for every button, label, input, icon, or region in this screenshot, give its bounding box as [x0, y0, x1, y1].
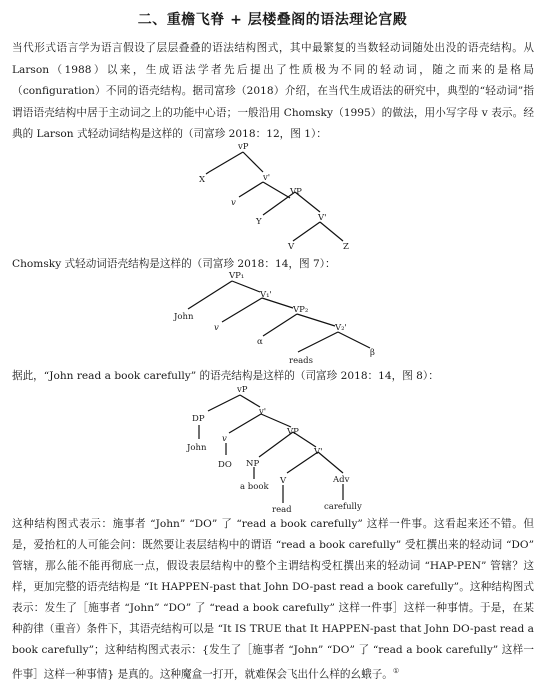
node-VP2: VP₂	[293, 305, 309, 315]
node-v: v	[222, 434, 227, 444]
node-read: read	[272, 505, 292, 513]
example-caption: 据此，“John read a book carefully” 的语壳结构是这样的（司富珍 2018：14，图 8）：	[12, 370, 439, 382]
node-V: V	[288, 242, 295, 252]
larson-tree-diagram	[0, 138, 545, 253]
branch	[232, 281, 260, 292]
section-title: 二、重檐飞脊 + 层楼叠阁的语法理论宫殿	[137, 12, 408, 28]
discussion-text: 这种结构图式表示：施事者 “John” “DO” 了 “read a book carefully” 这样一件事。这看起来还不错。但是，爱抬杠的人可能会问：既然要让表层结构中的谓语 “read a book carefully” 受杠撰出来的轻动词 “DO” 管辖，那么能不能再彻底一点，假设表层结构中的整个主谓结构受杠撰出来的轻动词 “HAP-PEN” 管辖？这样，更加完整的语壳结构是 “It HAPPEN-past that John DO-past read a book carefully”。这种结构图式表示：发生了［施事者 “John” “DO” 了 “read a book carefully” 这样一件事］这样一种事情。于是，在某种韵律（重音）条件下，其语壳结构可以是 “It IS TRUE that It HAPPEN-past that John DO-past read a book carefully”；这种结构图式表示：{发生了［施事者 “John” “DO” 了 “read a book carefully” 这样一件事］这样一种事情} 是真的。这种魔盒一打开，就难保会飞出什么样的幺蛾子。	[12, 518, 534, 681]
node-v: v	[214, 323, 219, 333]
branch	[222, 298, 262, 322]
branch	[208, 395, 240, 411]
node-Adv: Adv	[333, 475, 350, 485]
example-tree-diagram	[0, 383, 545, 513]
branch	[243, 152, 263, 172]
discussion-paragraph	[12, 514, 534, 686]
branch	[263, 182, 290, 198]
node-reads: reads	[289, 356, 313, 366]
node-vP: vP	[237, 385, 248, 395]
node-V-bar: V'	[318, 213, 327, 223]
intro-paragraph: 当代形式语言学为语言假设了层层叠叠的语法结构图式，其中最繁复的当数轻动词随处出没的语壳结构。从 Larson（1988）以来，生成语法学者先后提出了性质极为不同的轻动词，随之而来的是格局（configuration）不同的语壳结构。据司富珍（2018）介绍，在当代生成语法的研究中，典型的“轻动词”指谓语语壳结构中居于主动词之上的功能中心语；一般沿用 Chomsky（1995）的做法，用小写字母 v 表示。经典的 Larson 式轻动词结构是这样的（司富珍 2018：12，图 1）：	[12, 42, 534, 140]
node-John: John	[174, 312, 194, 322]
node-V-bar: V'	[314, 447, 323, 457]
node-beta: β	[370, 348, 375, 358]
node-carefully: carefully	[324, 502, 362, 512]
node-V2-bar: V₂'	[335, 323, 347, 333]
chomsky-caption: Chomsky 式轻动词语壳结构是这样的（司富珍 2018：14，图 7）：	[12, 258, 336, 270]
branch	[298, 332, 338, 352]
node-V1-bar: V₁'	[260, 290, 272, 300]
branch	[338, 332, 370, 348]
node-VP: VP	[290, 187, 302, 197]
branch	[320, 222, 343, 241]
branch	[239, 182, 263, 197]
branch	[297, 314, 335, 326]
node-v-bar: v'	[263, 173, 271, 183]
node-DO: DO	[218, 460, 232, 470]
node-VP1: VP₁	[229, 272, 245, 281]
node-VP: VP	[287, 427, 299, 437]
footnote-marker[interactable]: ①	[392, 667, 400, 675]
branch	[229, 414, 261, 433]
branch	[209, 152, 243, 172]
node-Z: Z	[343, 242, 349, 252]
branch	[206, 172, 209, 174]
chomsky-tree-diagram	[0, 272, 545, 372]
node-John: John	[187, 443, 207, 453]
node-v-bar: v'	[259, 407, 267, 417]
branch	[188, 281, 232, 309]
node-vP: vP	[238, 142, 249, 152]
node-alpha: α	[257, 337, 263, 347]
node-a-book: a book	[240, 482, 269, 492]
node-X: X	[199, 175, 206, 185]
node-Y: Y	[256, 217, 262, 227]
branch	[240, 395, 260, 407]
node-v: v	[231, 198, 236, 208]
branch	[293, 222, 320, 241]
node-V: V	[280, 476, 287, 486]
branch	[263, 314, 297, 336]
node-DP: DP	[192, 414, 205, 424]
node-NP: NP	[246, 459, 260, 469]
